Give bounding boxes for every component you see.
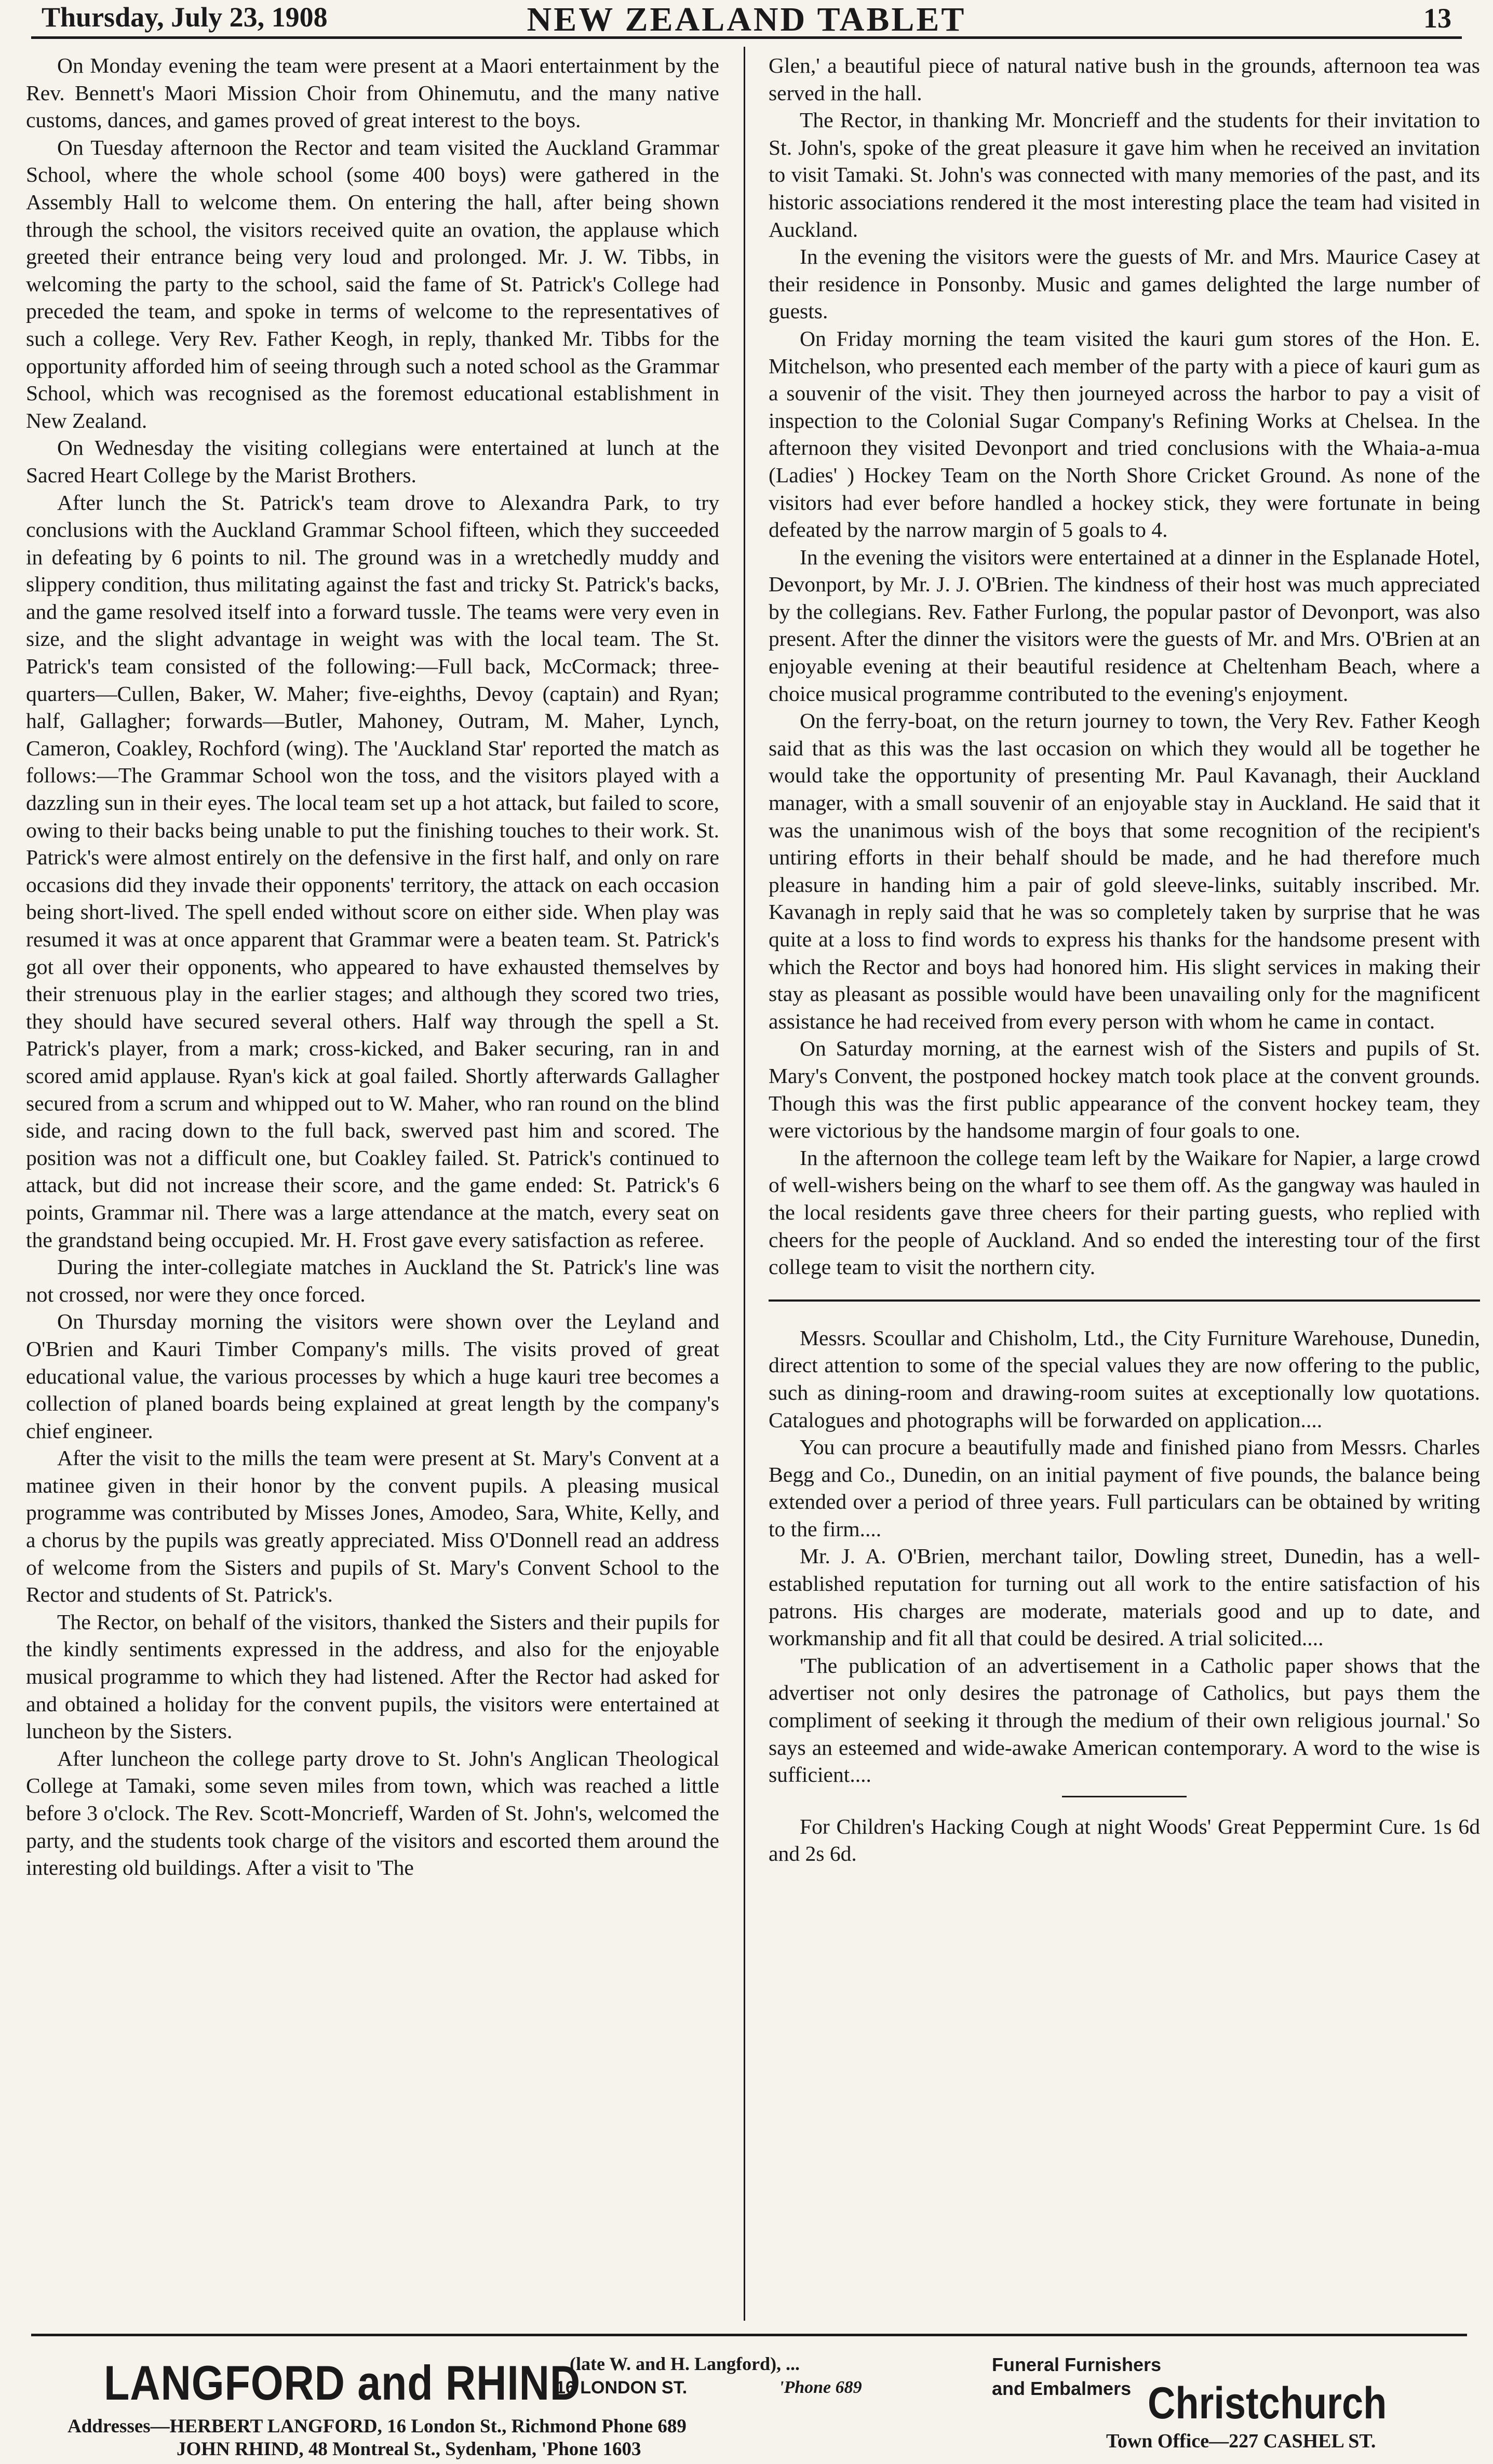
article-paragraph: On Wednesday the visiting collegians were entertained at lunch at the Sacred Heart College by the Marist Brothers.: [26, 436, 719, 487]
article-paragraph: After the visit to the mills the team were present at St. Mary's Convent at a matinee given in their honor by the convent pupils. A pleasing musical programme was contributed by Misses Jones, Amodeo, Sara, White, Kelly, and a chorus by the pupils was greatly appreciated. Miss O'Donnell read an address of welcome from the Sisters and pupils of St. Mary's Convent School to the Rector and students of St. Patrick's.: [26, 1446, 719, 1607]
cough-cure-notice: For Children's Hacking Cough at night Woods' Great Peppermint Cure. 1s 6d and 2s 6d.: [769, 1814, 1480, 1866]
publication-title: NEW ZEALAND TABLET: [527, 1, 966, 38]
article-paragraph: On Friday morning the team visited the kauri gum stores of the Hon. E. Mitchelson, who presented each member of the party with a piece of kauri gum as a souvenir of the visit. They then journeyed across the harbor to pay a visit of inspection to the Colonial Sugar Company's Refining Works at Chelsea. In the afternoon they visited Devonport and tried conclusions with the Whaia-a-mua (Ladies' ) Hockey Team on the North Shore Cricket Ground. As none of the visitors had ever before handled a hockey stick, they were fortunate in being defeated by the narrow margin of 5 goals to 4.: [769, 326, 1480, 542]
article-paragraph: The Rector, on behalf of the visitors, thanked the Sisters and their pupils for the kindly sentiments expressed in the address, and also for the enjoyable musical programme to which they had listened. After the Rector had asked for and obtained a holiday for the convent pupils, the visitors were entertained at luncheon by the Sisters.: [26, 1609, 719, 1743]
notice-paragraph: Messrs. Scoullar and Chisholm, Ltd., the City Furniture Warehouse, Dunedin, direct attention to some of the special values they are now offering to the public, such as dining-room and drawing-room suites at exceptionally low quotations. Catalogues and photographs will be forwarded on application....: [769, 1325, 1480, 1432]
article-paragraph: On Thursday morning the visitors were shown over the Leyland and O'Brien and Kauri Timber Company's mills. The visits proved of great educational value, the various processes by which a huge kauri tree becomes a collection of planed boards being explained at great length by the company's chief engineer.: [26, 1309, 719, 1443]
advertiser-city: Christchurch: [1148, 2378, 1387, 2428]
notice-paragraph: You can procure a beautifully made and finished piano from Messrs. Charles Begg and Co., Dunedin, on an initial payment of five pounds, the balance being extended over a period of three years. Full particulars can be obtained by writing to the firm....: [769, 1435, 1480, 1541]
short-divider: [1062, 1796, 1187, 1797]
article-paragraph: On the ferry-boat, on the return journey to town, the Very Rev. Father Keogh said that as this was the last occasion on which they would all be together he would take the opportunity of presenting Mr. Paul Kavanagh, their Auckland manager, with a small souvenir of an enjoyable stay in Auckland. He said that it was the unanimous wish of the boys that some recognition of the recipient's untiring efforts in their behalf should be made, and he had therefore much pleasure in handing him a pair of gold sleeve-links, suitably inscribed. Mr. Kavanagh in reply said that he was so completely taken by surprise that he was quite at a loss to find words to express his thanks for the handsome present with which the Rector and boys had honored him. His slight services in making their stay as pleasant as possible would have been unavailing only for the magnificent assistance he had received from every person with whom he came in contact.: [769, 709, 1480, 1033]
article-paragraph: Glen,' a beautiful piece of natural native bush in the grounds, afternoon tea was served in the hall.: [769, 53, 1480, 105]
notice-paragraph: 'The publication of an advertisement in a Catholic paper shows that the advertiser not only desires the patronage of Catholics, but pays them the compliment of seeking it through the medium of their own religious journal.' So says an esteemed and wide-awake American contemporary. A word to the wise is sufficient....: [769, 1653, 1480, 1787]
article-paragraph: On Saturday morning, at the earnest wish of the Sisters and pupils of St. Mary's Convent, the postponed hockey match took place at the convent grounds. Though this was the first public appearance of the convent hockey team, they were victorious by the handsome margin of four goals to one.: [769, 1036, 1480, 1143]
advertiser-brand: LANGFORD and RHIND: [104, 2355, 581, 2410]
page-header: [31, 0, 1462, 39]
article-paragraph: In the evening the visitors were the guests of Mr. and Mrs. Maurice Casey at their residence in Ponsonby. Music and games delighted the large number of guests.: [769, 245, 1480, 323]
advertiser-address-rhind: JOHN RHIND, 48 Montreal St., Sydenham, 'Phone 1603: [177, 2439, 641, 2460]
article-paragraph: The Rector, in thanking Mr. Moncrieff and the students for their invitation to St. John's, spoke of the great pleasure it gave him when he received an invitation to visit Tamaki. St. John's was connected with many memories of the past, and its historic associations rendered it the most interesting place the team had visited in Auckland.: [769, 108, 1480, 241]
footer-advertisement: [31, 2334, 1467, 2461]
article-paragraph: In the afternoon the college team left by the Waikare for Napier, a large crowd of well-wishers being on the wharf to see them off. As the gangway was hauled in the local residents gave three cheers for their parting guests, who replied with cheers for the people of Auckland. And so ended the interesting tour of the first college team to visit the northern city.: [769, 1145, 1480, 1279]
advertiser-phone: 'Phone 689: [779, 2378, 862, 2397]
article-paragraph: After luncheon the college party drove to St. John's Anglican Theological College at Tamaki, some seven miles from town, which was reached a little before 3 o'clock. The Rev. Scott-Moncrieff, Warden of St. John's, welcomed the party, and the students took charge of the visitors and escorted them around the interesting old buildings. After a visit to 'The: [26, 1746, 719, 1880]
left-column: [26, 52, 719, 2321]
advertiser-town-office: Town Office—227 CASHEL ST.: [1106, 2430, 1376, 2452]
advertiser-former-name: ...(late W. and H. Langford), ...: [556, 2353, 800, 2374]
right-column: [769, 52, 1480, 2321]
section-divider: [769, 1299, 1480, 1302]
advertiser-address: Addresses—HERBERT LANGFORD, 16 London St., Richmond Phone 689: [68, 2416, 687, 2437]
article-paragraph: In the evening the visitors were entertained at a dinner in the Esplanade Hotel, Devonport, by Mr. J. J. O'Brien. The kindness of their host was much appreciated by the collegians. Rev. Father Furlong, the popular pastor of Devonport, was also present. After the dinner the visitors were the guests of Mr. and Mrs. O'Brien at an enjoyable evening at their beautiful residence at Cheltenham Beach, where a choice musical programme contributed to the evening's enjoyment.: [769, 545, 1480, 706]
notice-paragraph: Mr. J. A. O'Brien, merchant tailor, Dowling street, Dunedin, has a well-established reputation for turning out all work to the entire satisfaction of his patrons. His charges are moderate, materials good and up to date, and workmanship and fit all that could be desired. A trial solicited....: [769, 1544, 1480, 1650]
article-paragraph: After lunch the St. Patrick's team drove to Alexandra Park, to try conclusions with the Auckland Grammar School fifteen, which they succeeded in defeating by 6 points to nil. The ground was in a wretchedly muddy and slippery condition, thus militating against the fast and tricky St. Patrick's backs, and the game resolved itself into a forward tussle. The teams were very even in size, and the slight advantage in weight was with the local team. The St. Patrick's team consisted of the following:—Full back, McCormack; three-quarters—Cullen, Baker, W. Maher; five-eighths, Devoy (captain) and Ryan; half, Gallagher; forwards—Butler, Mahoney, Outram, M. Maher, Lynch, Cameron, Coakley, Rochford (wing). The 'Auckland Star' reported the match as follows:—The Grammar School won the toss, and the visitors played with a dazzling sun in their eyes. The local team set up a hot attack, but failed to score, owing to their backs being unable to put the finishing touches to their work. St. Patrick's were almost entirely on the defensive in the first half, and only on rare occasions did they invade their opponents' territory, the attack on each occasion being short-lived. The spell ended without score on either side. When play was resumed it was at once apparent that Grammar were a beaten team. St. Patrick's got all over their opponents, who appeared to have exhausted themselves by their strenuous play in the earlier stages; and although they scored two tries, they should have secured several others. Half way through the spell a St. Patrick's player, from a mark; cross-kicked, and Baker securing, ran in and scored amid applause. Ryan's kick at goal failed. Shortly afterwards Gallagher secured from a scrum and whipped out to W. Maher, who ran round on the blind side, and racing down to the full back, swerved past him and scored. The position was not a difficult one, but Coakley failed. St. Patrick's continued to attack, but did not increase their score, and the game ended: St. Patrick's 6 points, Grammar nil. There was a large attendance at the match, every seat on the grandstand being occupied. Mr. H. Frost gave every satisfaction as referee.: [26, 490, 719, 1252]
page-number: 13: [1423, 3, 1451, 34]
article-paragraph: During the inter-collegiate matches in Auckland the St. Patrick's line was not crossed, nor were they once forced.: [26, 1255, 719, 1306]
issue-date: Thursday, July 23, 1908: [42, 2, 328, 33]
article-paragraph: On Tuesday afternoon the Rector and team visited the Auckland Grammar School, where the whole school (some 400 boys) were gathered in the Assembly Hall to welcome them. On entering the hall, after being shown through the school, the visitors received quite an ovation, the applause which greeted their entrance being very loud and prolonged. Mr. J. W. Tibbs, in welcoming the party to the school, said the fame of St. Patrick's College had preceded the team, and spoke in terms of welcome to the representatives of such a college. Very Rev. Father Keogh, in reply, thanked Mr. Tibbs for the opportunity afforded him of seeing through such a noted school as the Grammar School, which was recognised as the foremost educational establishment in New Zealand.: [26, 135, 719, 432]
advertiser-street: 16 LONDON ST.: [556, 2378, 688, 2398]
article-paragraph: On Monday evening the team were present at a Maori entertainment by the Rev. Bennett's Maori Mission Choir from Ohinemutu, and the many native customs, dances, and games proved of great interest to the boys.: [26, 53, 719, 132]
column-divider: [744, 47, 745, 2321]
advertiser-services: Funeral Furnishers and Embalmers: [992, 2354, 1162, 2399]
